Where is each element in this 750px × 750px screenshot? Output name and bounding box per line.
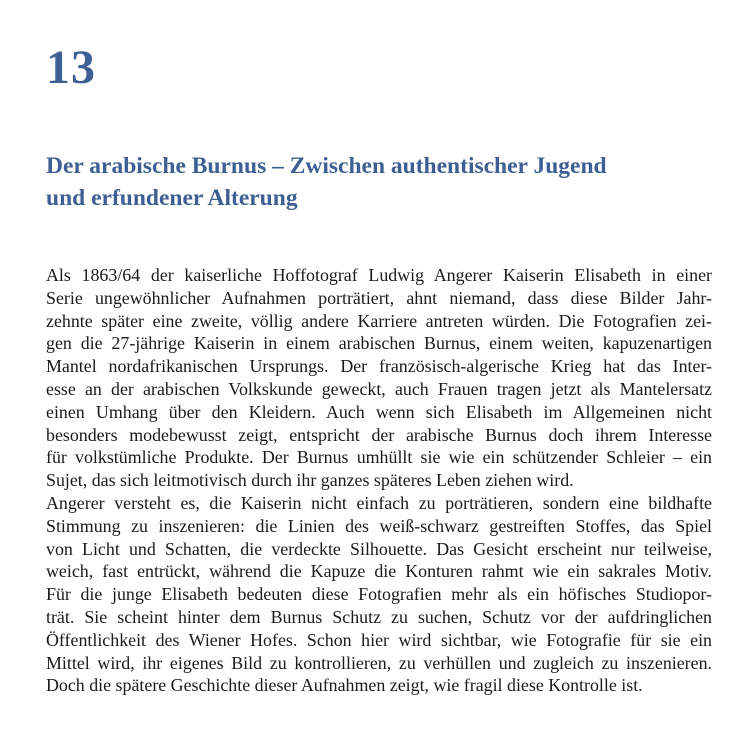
- chapter-number: 13: [46, 41, 96, 94]
- text-line: zehnte später eine zweite, völlig andere Karriere antreten würden. Die Fotografien zei-: [46, 310, 712, 331]
- body-text: [46, 264, 712, 697]
- chapter-title-line: und erfundener Alterung: [46, 185, 298, 211]
- text-line: für volkstümliche Produkte. Der Burnus umhüllt sie wie ein schützender Schleier – ein: [46, 447, 712, 468]
- text-line: gen die 27-jährige Kaiserin in einem arabischen Burnus, einem weiten, kapuzenartigen: [46, 333, 712, 354]
- text-line: Doch die spätere Geschichte dieser Aufnahmen zeigt, wie fragil diese Kontrolle ist.: [46, 675, 643, 696]
- chapter-title: [46, 150, 706, 214]
- text-line: Mantel nordafrikanischen Ursprungs. Der französisch-algerische Krieg hat das Inter-: [46, 356, 712, 377]
- text-line: trät. Sie scheint hinter dem Burnus Schutz zu suchen, Schutz vor der aufdringlichen: [46, 606, 712, 627]
- text-line: besonders modebewusst zeigt, entspricht der arabische Burnus doch ihrem Interesse: [46, 424, 712, 445]
- paragraph-2: [46, 492, 712, 697]
- text-line: Serie ungewöhnlicher Aufnahmen porträtiert, ahnt niemand, dass diese Bilder Jahr-: [46, 287, 712, 308]
- text-line: Angerer versteht es, die Kaiserin nicht einfach zu porträtieren, sondern eine bildhafte: [46, 492, 712, 513]
- chapter-title-line: Der arabische Burnus – Zwischen authentischer Jugend: [46, 153, 607, 179]
- text-line: weich, fast entrückt, während die Kapuze die Konturen rahmt wie ein sakrales Motiv.: [46, 561, 712, 582]
- text-line: Für die junge Elisabeth bedeuten diese Fotografien mehr als ein höfisches Studiopor-: [46, 584, 712, 605]
- text-line: Sujet, das sich leitmotivisch durch ihr ganzes späteres Leben ziehen wird.: [46, 470, 574, 491]
- text-line: Öffentlichkeit des Wiener Hofes. Schon hier wird sichtbar, wie Fotografie für sie ein: [46, 629, 712, 650]
- paragraph-1: [46, 264, 712, 492]
- text-line: esse an der arabischen Volkskunde geweckt, auch Frauen tragen jetzt als Mantelersatz: [46, 378, 712, 399]
- text-line: einen Umhang über den Kleidern. Auch wenn sich Elisabeth im Allgemeinen nicht: [46, 401, 712, 422]
- text-line: von Licht und Schatten, die verdeckte Silhouette. Das Gesicht erscheint nur teilweise,: [46, 538, 712, 559]
- text-line: Als 1863/64 der kaiserliche Hoffotograf Ludwig Angerer Kaiserin Elisabeth in einer: [46, 265, 712, 285]
- text-line: Stimmung zu inszenieren: die Linien des weiß-schwarz gestreiften Stoffes, das Spiel: [46, 515, 712, 536]
- text-line: Mittel wird, ihr eigenes Bild zu kontrollieren, zu verhüllen und zugleich zu inszenieren.: [46, 652, 712, 673]
